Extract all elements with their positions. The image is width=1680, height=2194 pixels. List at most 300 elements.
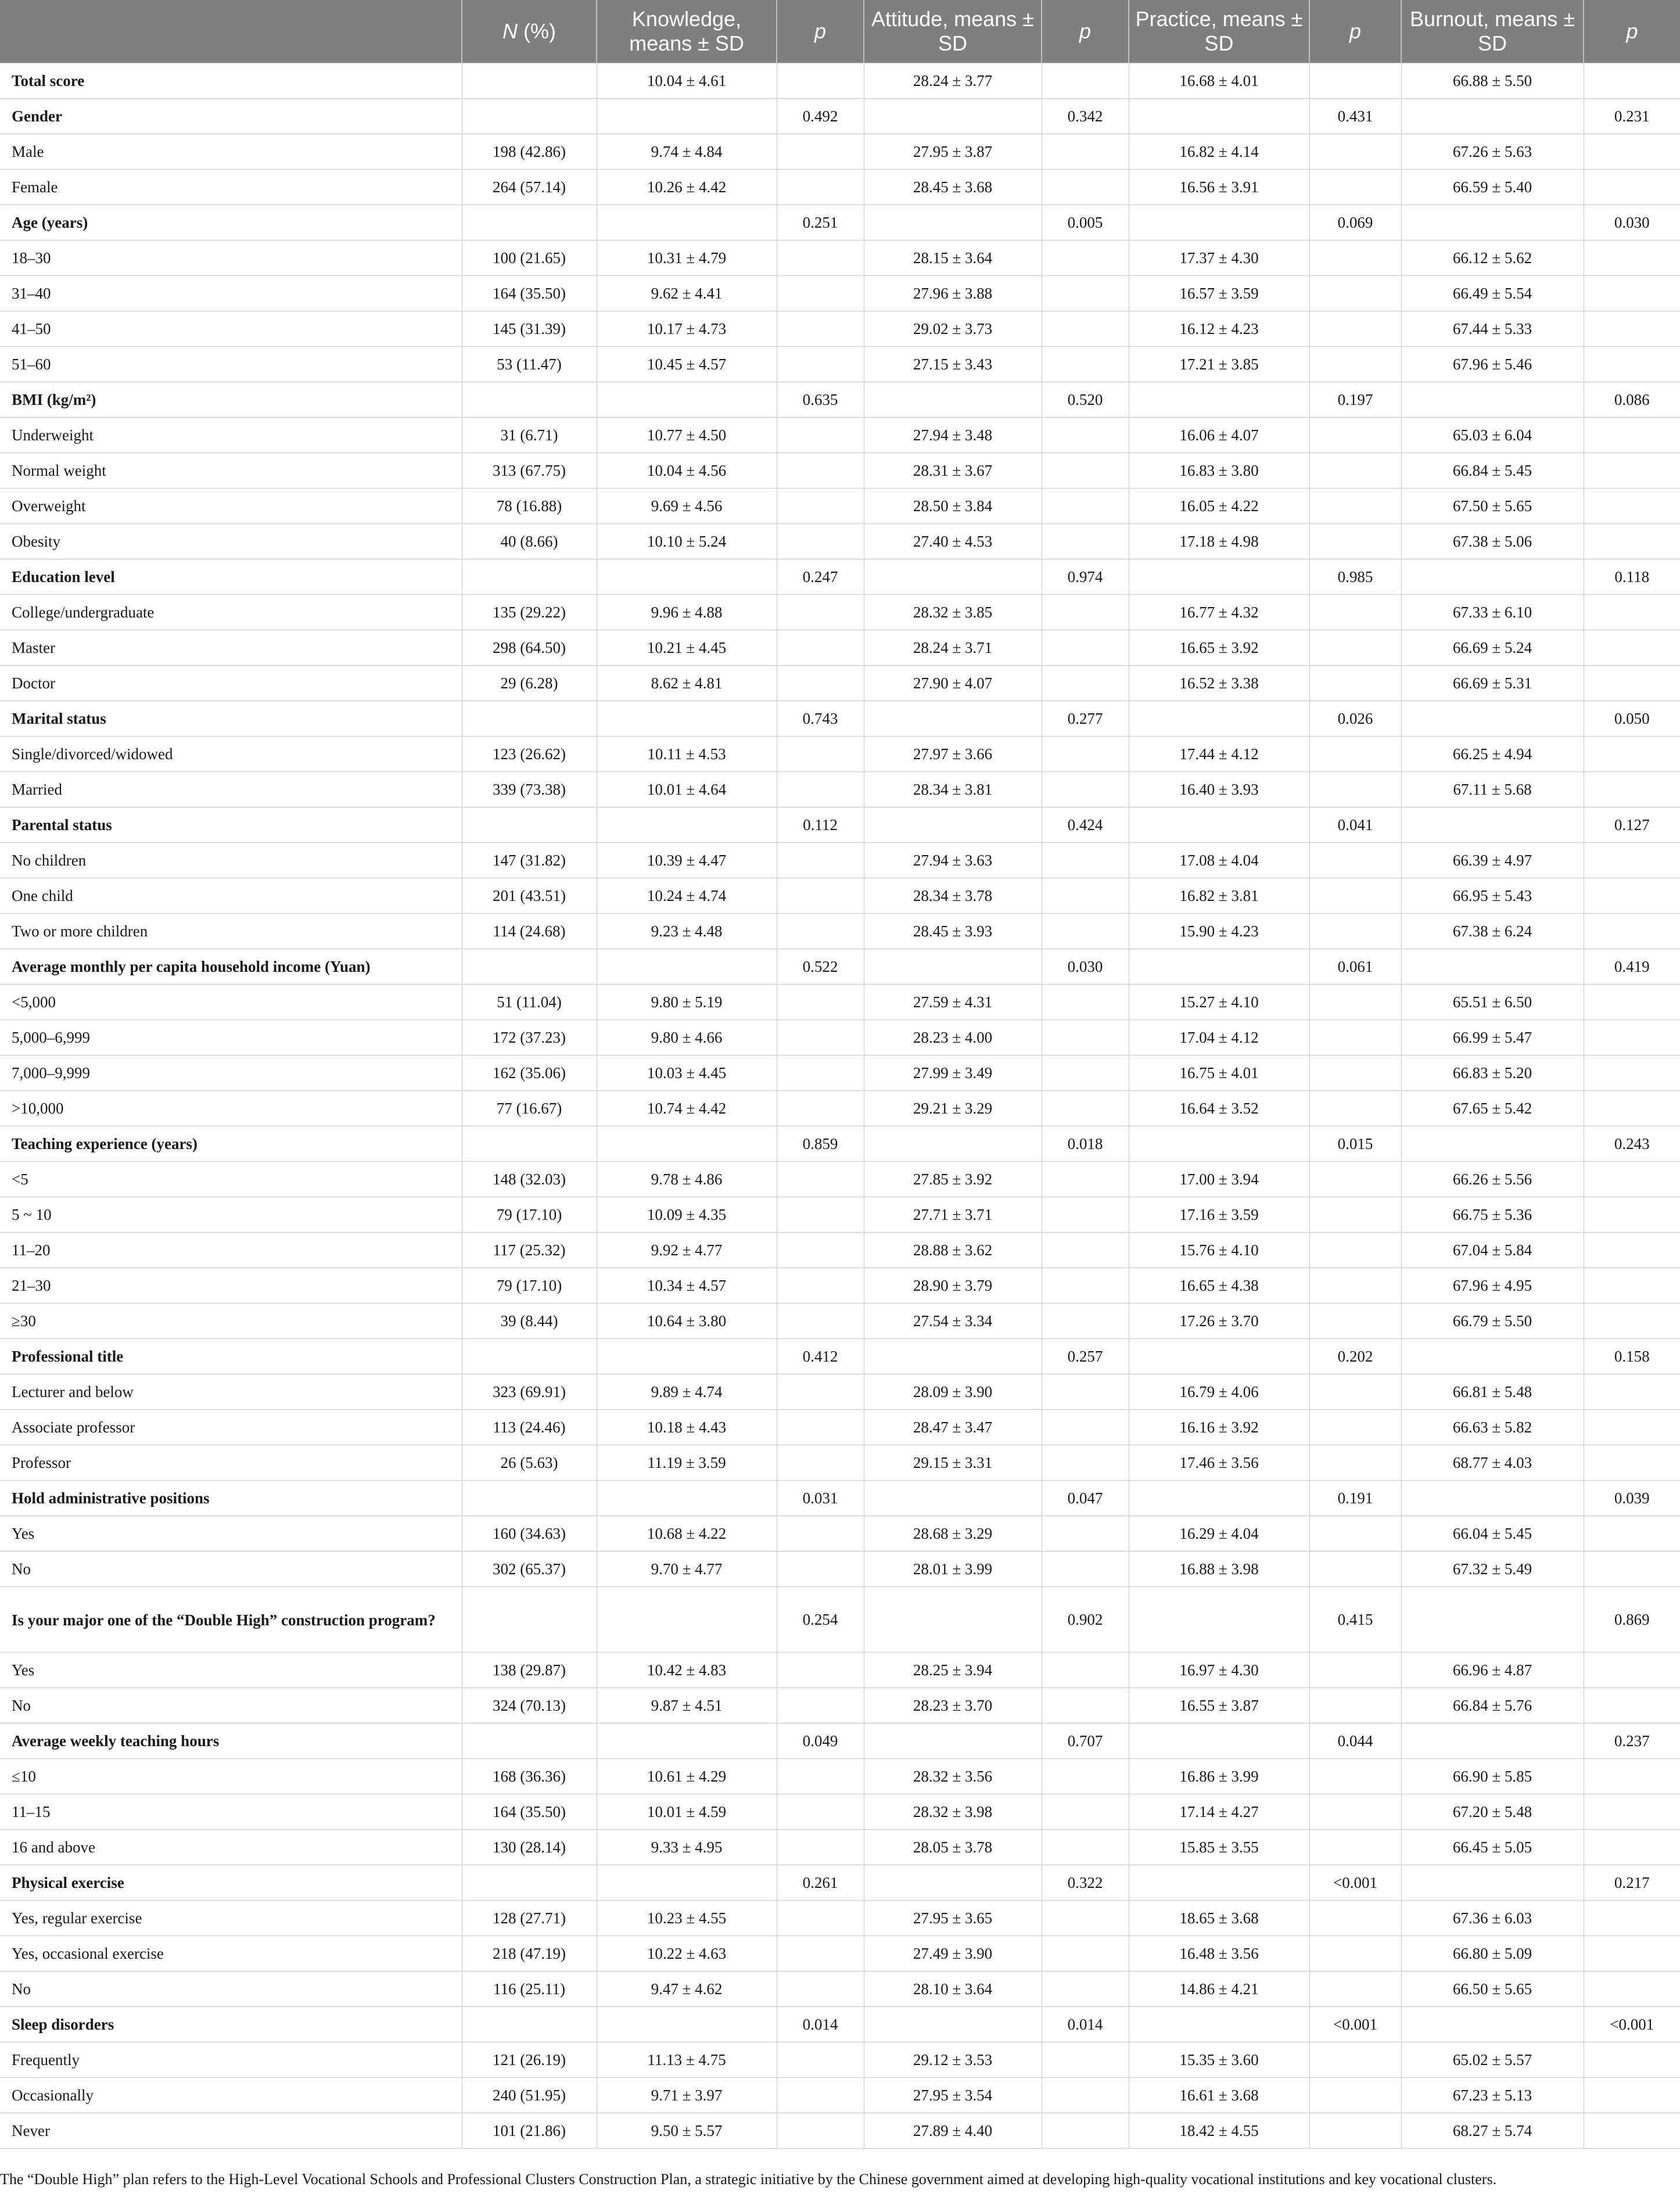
practice-p-cell <box>1309 134 1401 170</box>
practice-p-cell: 0.044 <box>1309 1723 1401 1759</box>
n-percent-cell: 101 (21.86) <box>462 2113 597 2149</box>
n-percent-cell: 201 (43.51) <box>462 878 597 914</box>
attitude-cell <box>864 1126 1042 1162</box>
row-label: Professional title <box>0 1339 462 1374</box>
burnout-p-cell <box>1584 1197 1680 1233</box>
n-percent-cell: 116 (25.11) <box>462 1972 597 2007</box>
attitude-p-cell: 0.030 <box>1042 949 1129 985</box>
row-label: Female <box>0 170 462 205</box>
attitude-p-cell <box>1042 63 1129 99</box>
practice-p-cell: 0.041 <box>1309 807 1401 843</box>
practice-cell: 17.16 ± 3.59 <box>1129 1197 1309 1233</box>
knowledge-p-cell <box>777 2078 864 2113</box>
table-row <box>0 914 1680 949</box>
attitude-p-cell: 0.257 <box>1042 1339 1129 1374</box>
row-label: Is your major one of the “Double High” construction program? <box>0 1587 462 1653</box>
knowledge-p-cell: 0.254 <box>777 1587 864 1653</box>
practice-cell: 16.55 ± 3.87 <box>1129 1688 1309 1723</box>
attitude-cell <box>864 1339 1042 1374</box>
practice-cell: 16.82 ± 4.14 <box>1129 134 1309 170</box>
table-row <box>0 1162 1680 1197</box>
table-row <box>0 1653 1680 1688</box>
header-row <box>0 0 1680 63</box>
n-percent-cell: 117 (25.32) <box>462 1233 597 1268</box>
knowledge-p-cell: 0.112 <box>777 807 864 843</box>
knowledge-cell <box>597 382 777 418</box>
burnout-cell: 66.83 ± 5.20 <box>1401 1055 1584 1091</box>
practice-p-cell <box>1309 1972 1401 2007</box>
practice-cell: 16.86 ± 3.99 <box>1129 1759 1309 1794</box>
practice-p-cell <box>1309 2113 1401 2149</box>
knowledge-cell: 10.18 ± 4.43 <box>597 1410 777 1445</box>
burnout-p-cell: 0.237 <box>1584 1723 1680 1759</box>
attitude-cell: 29.15 ± 3.31 <box>864 1445 1042 1481</box>
row-label: Single/divorced/widowed <box>0 737 462 772</box>
row-label: One child <box>0 878 462 914</box>
knowledge-cell <box>597 2007 777 2042</box>
knowledge-cell <box>597 1339 777 1374</box>
knowledge-cell: 9.87 ± 4.51 <box>597 1688 777 1723</box>
practice-cell: 16.12 ± 4.23 <box>1129 311 1309 347</box>
row-label: >10,000 <box>0 1091 462 1126</box>
burnout-cell <box>1401 949 1584 985</box>
burnout-cell: 67.32 ± 5.49 <box>1401 1552 1584 1587</box>
n-percent-cell: 313 (67.75) <box>462 453 597 489</box>
burnout-p-cell <box>1584 311 1680 347</box>
burnout-cell: 66.25 ± 4.94 <box>1401 737 1584 772</box>
practice-p-cell: 0.026 <box>1309 701 1401 737</box>
burnout-cell <box>1401 807 1584 843</box>
practice-cell <box>1129 99 1309 134</box>
burnout-p-cell <box>1584 240 1680 276</box>
knowledge-p-cell <box>777 489 864 524</box>
burnout-p-cell <box>1584 1445 1680 1481</box>
attitude-cell: 27.40 ± 4.53 <box>864 524 1042 559</box>
burnout-cell: 66.12 ± 5.62 <box>1401 240 1584 276</box>
table-row <box>0 1055 1680 1091</box>
attitude-cell <box>864 1865 1042 1901</box>
attitude-cell: 29.12 ± 3.53 <box>864 2042 1042 2078</box>
knowledge-p-cell: 0.635 <box>777 382 864 418</box>
knowledge-p-cell <box>777 1197 864 1233</box>
knowledge-cell: 10.03 ± 4.45 <box>597 1055 777 1091</box>
burnout-cell: 67.38 ± 5.06 <box>1401 524 1584 559</box>
attitude-p-cell: 0.322 <box>1042 1865 1129 1901</box>
burnout-cell: 67.96 ± 4.95 <box>1401 1268 1584 1304</box>
practice-cell <box>1129 1481 1309 1516</box>
knowledge-cell: 10.34 ± 4.57 <box>597 1268 777 1304</box>
n-percent-cell: 218 (47.19) <box>462 1936 597 1972</box>
table-header <box>0 0 1680 63</box>
table-body <box>0 63 1680 2149</box>
row-label: 41–50 <box>0 311 462 347</box>
practice-p-cell: 0.069 <box>1309 205 1401 240</box>
knowledge-cell: 9.50 ± 5.57 <box>597 2113 777 2149</box>
row-label: Age (years) <box>0 205 462 240</box>
burnout-cell: 66.95 ± 5.43 <box>1401 878 1584 914</box>
knowledge-cell <box>597 807 777 843</box>
knowledge-cell <box>597 1126 777 1162</box>
table-row <box>0 737 1680 772</box>
burnout-p-cell <box>1584 1972 1680 2007</box>
knowledge-cell: 10.22 ± 4.63 <box>597 1936 777 1972</box>
burnout-cell: 67.23 ± 5.13 <box>1401 2078 1584 2113</box>
practice-p-cell <box>1309 1688 1401 1723</box>
attitude-p-cell <box>1042 1688 1129 1723</box>
practice-header <box>1129 0 1309 63</box>
n-percent-cell: 51 (11.04) <box>462 985 597 1020</box>
burnout-cell: 66.50 ± 5.65 <box>1401 1972 1584 2007</box>
practice-cell: 17.44 ± 4.12 <box>1129 737 1309 772</box>
knowledge-cell: 10.11 ± 4.53 <box>597 737 777 772</box>
knowledge-p-cell <box>777 878 864 914</box>
practice-cell: 16.52 ± 3.38 <box>1129 666 1309 701</box>
table-row <box>0 1233 1680 1268</box>
knowledge-cell: 10.24 ± 4.74 <box>597 878 777 914</box>
knowledge-p-cell: 0.412 <box>777 1339 864 1374</box>
knowledge-cell: 11.19 ± 3.59 <box>597 1445 777 1481</box>
burnout-cell <box>1401 701 1584 737</box>
knowledge-p-cell <box>777 63 864 99</box>
attitude-cell <box>864 1481 1042 1516</box>
burnout-cell: 65.51 ± 6.50 <box>1401 985 1584 1020</box>
burnout-p-cell <box>1584 2078 1680 2113</box>
n-percent-cell: 145 (31.39) <box>462 311 597 347</box>
table-row <box>0 524 1680 559</box>
table-group-row <box>0 99 1680 134</box>
attitude-cell: 28.45 ± 3.93 <box>864 914 1042 949</box>
practice-p-cell <box>1309 276 1401 311</box>
burnout-cell: 66.88 ± 5.50 <box>1401 63 1584 99</box>
knowledge-cell: 9.62 ± 4.41 <box>597 276 777 311</box>
knowledge-p-cell <box>777 1091 864 1126</box>
practice-p-cell <box>1309 1055 1401 1091</box>
table-row <box>0 170 1680 205</box>
table-group-row <box>0 559 1680 595</box>
attitude-p-cell <box>1042 1552 1129 1587</box>
practice-cell: 14.86 ± 4.21 <box>1129 1972 1309 2007</box>
burnout-p-cell <box>1584 1410 1680 1445</box>
row-label: BMI (kg/m²) <box>0 382 462 418</box>
n-percent-cell: 123 (26.62) <box>462 737 597 772</box>
row-label: Total score <box>0 63 462 99</box>
burnout-cell: 67.20 ± 5.48 <box>1401 1794 1584 1830</box>
practice-p-cell <box>1309 1197 1401 1233</box>
burnout-p-cell <box>1584 595 1680 630</box>
attitude-p-cell <box>1042 772 1129 807</box>
knowledge-p-cell <box>777 1410 864 1445</box>
burnout-cell: 66.99 ± 5.47 <box>1401 1020 1584 1055</box>
practice-p-cell <box>1309 1374 1401 1410</box>
n-percent-cell: 164 (35.50) <box>462 1794 597 1830</box>
practice-p-cell: 0.431 <box>1309 99 1401 134</box>
attitude-p-cell <box>1042 1304 1129 1339</box>
table-row <box>0 878 1680 914</box>
burnout-cell: 66.81 ± 5.48 <box>1401 1374 1584 1410</box>
attitude-cell: 28.32 ± 3.56 <box>864 1759 1042 1794</box>
knowledge-cell: 9.33 ± 4.95 <box>597 1830 777 1865</box>
practice-p-cell <box>1309 1936 1401 1972</box>
practice-cell <box>1129 1587 1309 1653</box>
knowledge-cell <box>597 1587 777 1653</box>
practice-cell: 17.21 ± 3.85 <box>1129 347 1309 382</box>
attitude-cell: 28.25 ± 3.94 <box>864 1653 1042 1688</box>
practice-cell: 16.75 ± 4.01 <box>1129 1055 1309 1091</box>
burnout-p-cell <box>1584 170 1680 205</box>
burnout-cell: 67.36 ± 6.03 <box>1401 1901 1584 1936</box>
burnout-cell: 68.27 ± 5.74 <box>1401 2113 1584 2149</box>
table-row <box>0 985 1680 1020</box>
attitude-cell: 28.34 ± 3.81 <box>864 772 1042 807</box>
header-label: Knowledge, means ± SD <box>629 7 744 55</box>
row-label: 5 ~ 10 <box>0 1197 462 1233</box>
burnout-p-cell <box>1584 453 1680 489</box>
knowledge-p-cell <box>777 418 864 453</box>
practice-cell: 16.65 ± 4.38 <box>1129 1268 1309 1304</box>
attitude-p-cell <box>1042 666 1129 701</box>
burnout-cell <box>1401 99 1584 134</box>
burnout-cell: 68.77 ± 4.03 <box>1401 1445 1584 1481</box>
knowledge-p-cell <box>777 347 864 382</box>
attitude-cell: 28.45 ± 3.68 <box>864 170 1042 205</box>
attitude-cell <box>864 701 1042 737</box>
table-row <box>0 666 1680 701</box>
knowledge-cell: 10.09 ± 4.35 <box>597 1197 777 1233</box>
burnout-p-cell: 0.231 <box>1584 99 1680 134</box>
knowledge-cell: 10.01 ± 4.59 <box>597 1794 777 1830</box>
n-percent-cell <box>462 701 597 737</box>
knowledge-p-cell <box>777 276 864 311</box>
practice-p-cell: <0.001 <box>1309 2007 1401 2042</box>
knowledge-cell: 10.31 ± 4.79 <box>597 240 777 276</box>
practice-p-cell <box>1309 170 1401 205</box>
row-label: Physical exercise <box>0 1865 462 1901</box>
attitude-p-header <box>1042 0 1129 63</box>
attitude-cell: 28.09 ± 3.90 <box>864 1374 1042 1410</box>
attitude-p-cell: 0.974 <box>1042 559 1129 595</box>
attitude-cell: 28.10 ± 3.64 <box>864 1972 1042 2007</box>
n-percent-cell: 164 (35.50) <box>462 276 597 311</box>
n-percent-cell: 302 (65.37) <box>462 1552 597 1587</box>
attitude-p-cell: 0.005 <box>1042 205 1129 240</box>
knowledge-cell: 10.42 ± 4.83 <box>597 1653 777 1688</box>
knowledge-p-cell <box>777 772 864 807</box>
burnout-cell: 67.26 ± 5.63 <box>1401 134 1584 170</box>
practice-p-cell <box>1309 1304 1401 1339</box>
burnout-p-cell <box>1584 1304 1680 1339</box>
knowledge-p-cell: 0.049 <box>777 1723 864 1759</box>
attitude-cell: 27.96 ± 3.88 <box>864 276 1042 311</box>
attitude-cell: 27.95 ± 3.87 <box>864 134 1042 170</box>
burnout-p-cell <box>1584 1759 1680 1794</box>
practice-p-cell <box>1309 524 1401 559</box>
table-row <box>0 1830 1680 1865</box>
burnout-p-cell <box>1584 772 1680 807</box>
practice-cell: 16.57 ± 3.59 <box>1129 276 1309 311</box>
attitude-p-cell <box>1042 1759 1129 1794</box>
attitude-p-cell <box>1042 843 1129 878</box>
knowledge-p-cell <box>777 737 864 772</box>
knowledge-p-cell: 0.492 <box>777 99 864 134</box>
burnout-p-cell <box>1584 1688 1680 1723</box>
practice-p-cell <box>1309 1552 1401 1587</box>
burnout-cell: 66.04 ± 5.45 <box>1401 1516 1584 1552</box>
table-row <box>0 240 1680 276</box>
practice-p-cell: 0.061 <box>1309 949 1401 985</box>
practice-p-cell <box>1309 1162 1401 1197</box>
practice-cell: 15.27 ± 4.10 <box>1129 985 1309 1020</box>
row-label: <5,000 <box>0 985 462 1020</box>
row-label: 51–60 <box>0 347 462 382</box>
table-row <box>0 134 1680 170</box>
n-percent-cell: 160 (34.63) <box>462 1516 597 1552</box>
table-row <box>0 1516 1680 1552</box>
burnout-p-cell <box>1584 1233 1680 1268</box>
practice-p-cell <box>1309 453 1401 489</box>
attitude-cell: 27.89 ± 4.40 <box>864 2113 1042 2149</box>
row-label: 31–40 <box>0 276 462 311</box>
attitude-p-cell <box>1042 1020 1129 1055</box>
burnout-cell <box>1401 1723 1584 1759</box>
burnout-p-cell <box>1584 1162 1680 1197</box>
attitude-p-cell <box>1042 489 1129 524</box>
knowledge-cell: 9.70 ± 4.77 <box>597 1552 777 1587</box>
n-percent-cell <box>462 99 597 134</box>
attitude-p-cell <box>1042 170 1129 205</box>
burnout-p-cell: <0.001 <box>1584 2007 1680 2042</box>
attitude-cell: 27.49 ± 3.90 <box>864 1936 1042 1972</box>
knowledge-p-cell <box>777 1162 864 1197</box>
burnout-cell: 66.90 ± 5.85 <box>1401 1759 1584 1794</box>
attitude-header <box>864 0 1042 63</box>
practice-p-cell <box>1309 1516 1401 1552</box>
burnout-p-cell: 0.039 <box>1584 1481 1680 1516</box>
practice-p-cell <box>1309 630 1401 666</box>
burnout-p-cell <box>1584 666 1680 701</box>
burnout-p-cell: 0.869 <box>1584 1587 1680 1653</box>
knowledge-cell: 10.74 ± 4.42 <box>597 1091 777 1126</box>
table-row <box>0 595 1680 630</box>
burnout-cell: 66.96 ± 4.87 <box>1401 1653 1584 1688</box>
knowledge-cell: 10.26 ± 4.42 <box>597 170 777 205</box>
practice-cell: 15.76 ± 4.10 <box>1129 1233 1309 1268</box>
attitude-p-cell: 0.342 <box>1042 99 1129 134</box>
burnout-p-cell <box>1584 985 1680 1020</box>
attitude-p-cell <box>1042 1794 1129 1830</box>
row-label: 16 and above <box>0 1830 462 1865</box>
practice-cell <box>1129 1126 1309 1162</box>
row-label: Master <box>0 630 462 666</box>
practice-p-cell <box>1309 1830 1401 1865</box>
practice-cell: 16.97 ± 4.30 <box>1129 1653 1309 1688</box>
attitude-cell <box>864 1723 1042 1759</box>
attitude-cell <box>864 1587 1042 1653</box>
practice-p-cell <box>1309 489 1401 524</box>
table-group-row <box>0 807 1680 843</box>
attitude-p-cell <box>1042 134 1129 170</box>
burnout-p-cell: 0.158 <box>1584 1339 1680 1374</box>
practice-cell: 16.64 ± 3.52 <box>1129 1091 1309 1126</box>
attitude-p-cell <box>1042 878 1129 914</box>
table-row <box>0 1268 1680 1304</box>
knowledge-p-cell <box>777 134 864 170</box>
attitude-cell: 27.85 ± 3.92 <box>864 1162 1042 1197</box>
practice-cell: 16.05 ± 4.22 <box>1129 489 1309 524</box>
attitude-p-cell <box>1042 1901 1129 1936</box>
n-percent-cell <box>462 1587 597 1653</box>
burnout-cell: 66.39 ± 4.97 <box>1401 843 1584 878</box>
knowledge-p-cell: 0.261 <box>777 1865 864 1901</box>
burnout-cell: 67.04 ± 5.84 <box>1401 1233 1584 1268</box>
row-label: Doctor <box>0 666 462 701</box>
attitude-cell: 27.59 ± 4.31 <box>864 985 1042 1020</box>
burnout-p-cell <box>1584 524 1680 559</box>
knowledge-cell: 9.47 ± 4.62 <box>597 1972 777 2007</box>
table-row <box>0 1901 1680 1936</box>
practice-cell: 16.83 ± 3.80 <box>1129 453 1309 489</box>
variable-header <box>0 0 462 63</box>
practice-p-cell <box>1309 418 1401 453</box>
burnout-cell <box>1401 205 1584 240</box>
table-row <box>0 453 1680 489</box>
row-label: Marital status <box>0 701 462 737</box>
n-percent-cell: 77 (16.67) <box>462 1091 597 1126</box>
knowledge-cell: 10.01 ± 4.64 <box>597 772 777 807</box>
attitude-p-cell <box>1042 1653 1129 1688</box>
knowledge-p-cell: 0.247 <box>777 559 864 595</box>
knowledge-cell: 10.64 ± 3.80 <box>597 1304 777 1339</box>
burnout-cell: 66.84 ± 5.45 <box>1401 453 1584 489</box>
attitude-cell: 28.31 ± 3.67 <box>864 453 1042 489</box>
burnout-p-cell <box>1584 418 1680 453</box>
row-label: Male <box>0 134 462 170</box>
knowledge-p-cell <box>777 1268 864 1304</box>
burnout-p-cell: 0.118 <box>1584 559 1680 595</box>
burnout-cell: 65.02 ± 5.57 <box>1401 2042 1584 2078</box>
attitude-cell <box>864 559 1042 595</box>
practice-cell: 15.35 ± 3.60 <box>1129 2042 1309 2078</box>
table-group-row <box>0 63 1680 99</box>
knowledge-cell: 9.89 ± 4.74 <box>597 1374 777 1410</box>
row-label: Obesity <box>0 524 462 559</box>
header-label: (%) <box>523 19 556 43</box>
row-label: Associate professor <box>0 1410 462 1445</box>
practice-p-cell <box>1309 1091 1401 1126</box>
row-label: Occasionally <box>0 2078 462 2113</box>
attitude-p-cell <box>1042 1233 1129 1268</box>
knowledge-p-cell <box>777 1304 864 1339</box>
burnout-p-cell <box>1584 878 1680 914</box>
attitude-p-cell <box>1042 630 1129 666</box>
knowledge-cell <box>597 99 777 134</box>
practice-p-cell: 0.015 <box>1309 1126 1401 1162</box>
n-percent-cell: 323 (69.91) <box>462 1374 597 1410</box>
table-row <box>0 347 1680 382</box>
row-label: Average monthly per capita household income (Yuan) <box>0 949 462 985</box>
practice-cell: 17.04 ± 4.12 <box>1129 1020 1309 1055</box>
table-group-row <box>0 2007 1680 2042</box>
burnout-p-cell <box>1584 63 1680 99</box>
n-percent-cell: 162 (35.06) <box>462 1055 597 1091</box>
attitude-cell: 28.47 ± 3.47 <box>864 1410 1042 1445</box>
table-row <box>0 843 1680 878</box>
table-group-row <box>0 1723 1680 1759</box>
n-percent-cell <box>462 949 597 985</box>
knowledge-p-cell <box>777 240 864 276</box>
practice-p-cell: <0.001 <box>1309 1865 1401 1901</box>
burnout-p-cell <box>1584 630 1680 666</box>
burnout-cell <box>1401 559 1584 595</box>
